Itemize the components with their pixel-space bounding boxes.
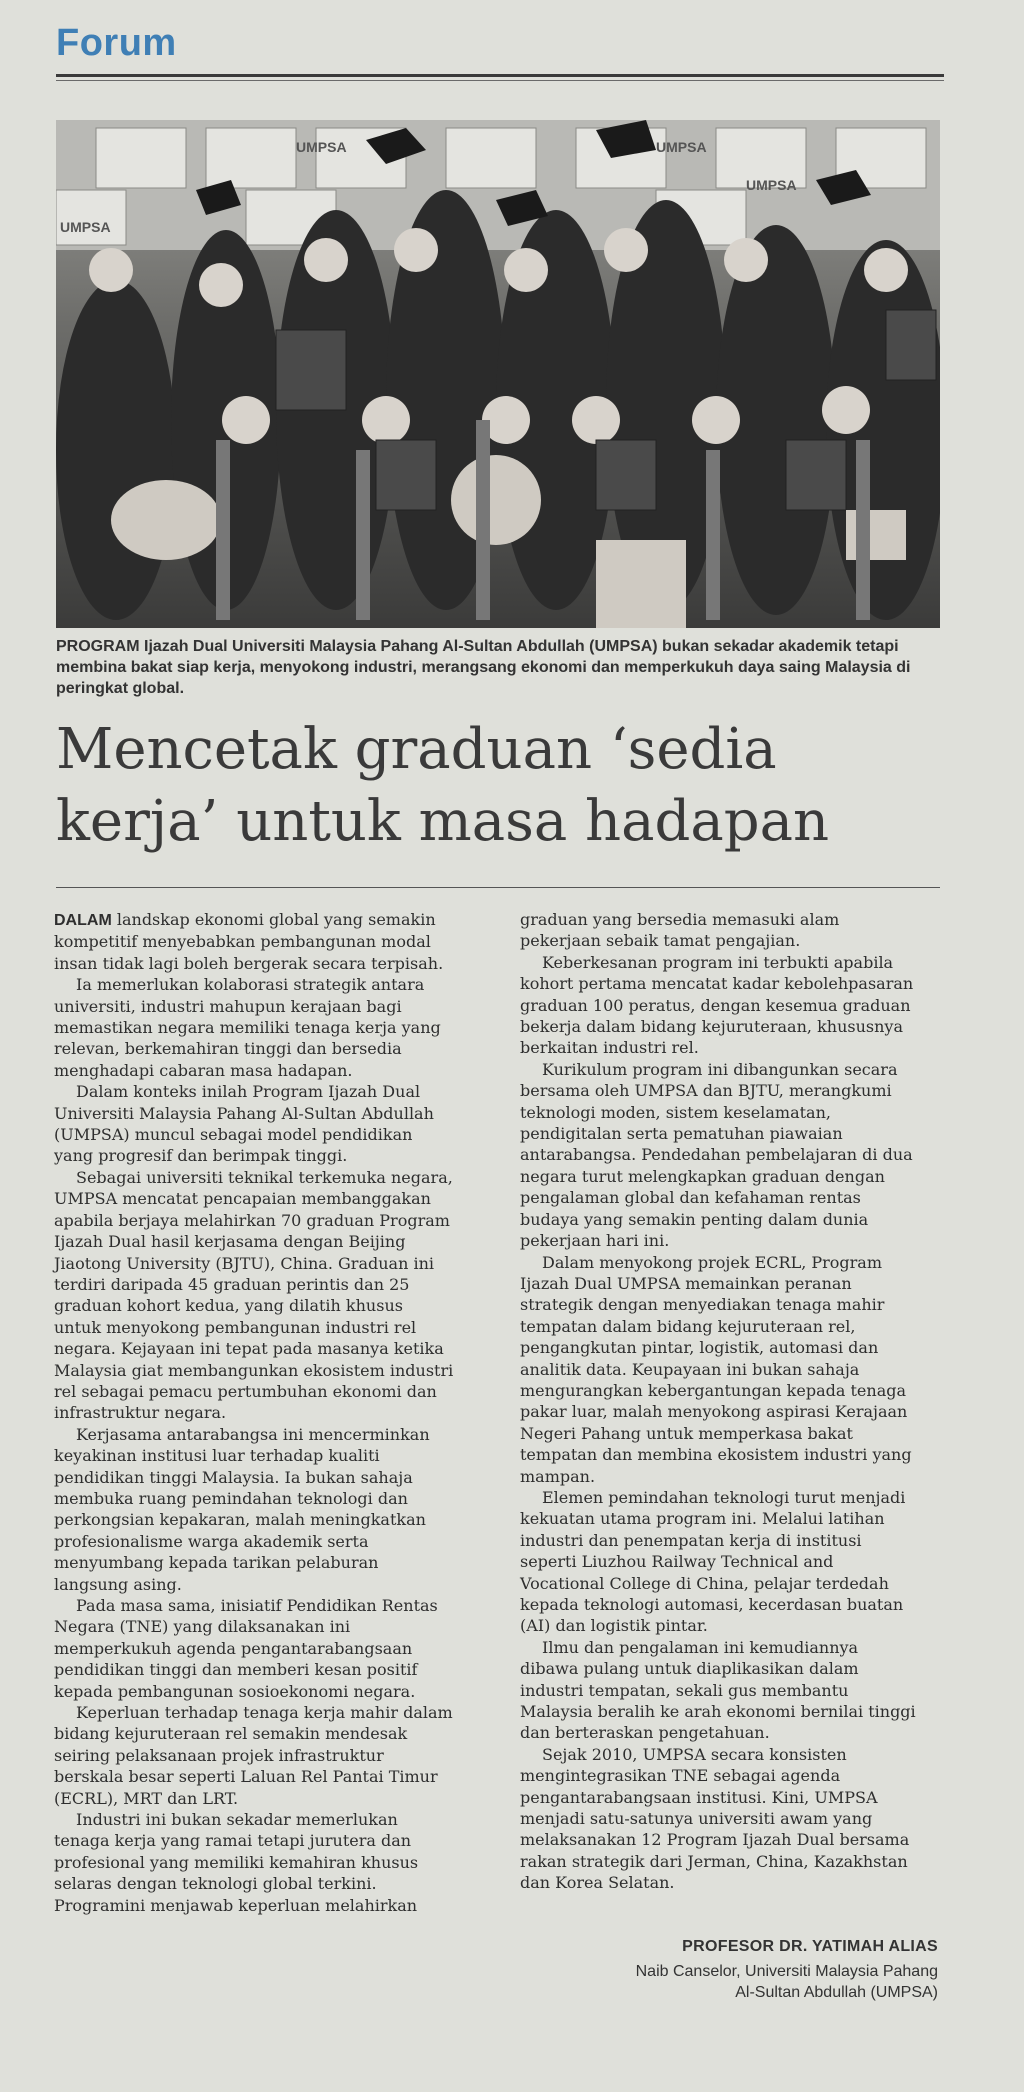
lead-word: DALAM — [54, 912, 112, 929]
article-paragraph: Ia memerlukan kolaborasi strategik antara universiti, industri mahupun kerajaan bagi memastikan negara memiliki tenaga kerja yang relevan, berkemahiran tinggi dan bersedia menghadapi cabaran masa hadapan. — [54, 975, 441, 1080]
header-rule — [56, 74, 944, 77]
article-paragraph: Elemen pemindahan teknologi turut menjadi kekuatan utama program ini. Melalui latihan industri dan penempatan kerja di institusi seperti Liuzhou Railway Technical and Vocational College di China, pelajar terdedah kepada teknologi automasi, kecerdasan buatan (AI) dan logistik pintar. — [520, 1487, 906, 1636]
article-paragraph: Industri ini bukan sekadar memerlukan tenaga kerja yang ramai tetapi jurutera dan profesional yang memiliki kemahiran khusus selaras dengan teknologi global terkini. Programini menjawab keperluan melahirkan — [54, 1810, 419, 1915]
photo-caption — [56, 636, 936, 699]
graduation-photo — [56, 120, 940, 628]
article-paragraph: Ilmu dan pengalaman ini kemudiannya dibawa pulang untuk diaplikasikan dalam industri tempatan, sekali gus membantu Malaysia beralih ke arah ekonomi bernilai tinggi dan berteraskan pengetahuan. — [520, 1637, 916, 1743]
banner-text: UMPSA — [296, 139, 347, 155]
banner-text: UMPSA — [656, 139, 707, 155]
article-headline: Mencetak graduan ‘sedia kerja’ untuk masa hadapan — [56, 717, 830, 854]
article-paragraph: Pada masa sama, inisiatif Pendidikan Rentas Negara (TNE) yang dilaksanakan ini memperkukuh agenda pengantarabangsaan pendidikan tinggi dan memberi kesan positif kepada pembangunan sosioekonomi negara. — [54, 1596, 438, 1701]
caption-lead: PROGRAM — [56, 638, 140, 655]
article-paragraph: Sejak 2010, UMPSA secara konsisten mengintegrasikan TNE sebagai agenda pengantarabangsaan institusi. Kini, UMPSA menjadi satu-satunya universiti awam yang melaksanakan 12 Program Ijazah Dual bersama rakan strategik dari Jerman, China, Kazakhstan dan Korea Selatan. — [520, 1744, 910, 1893]
article-paragraph: Keberkesanan program ini terbukti apabila kohort pertama mencatat kadar kebolehpasaran graduan 100 peratus, dengan kesemua graduan bekerja dalam bidang kejuruteraan, khususnya berkaitan industri rel. — [520, 952, 914, 1058]
author-role-line: Naib Canselor, Universiti Malaysia Pahang — [635, 1963, 938, 1980]
article-paragraph: Kurikulum program ini dibangunkan secara bersama oleh UMPSA dan BJTU, merangkumi teknologi moden, sistem keselamatan, pendigitalan serta pematuhan piawaian antarabangsa. Pendedahan pembelajaran di dua negara turut melengkapkan graduan dengan pengalaman global dan kefahaman rentas budaya yang semakin penting dalam dunia pekerjaan hari ini. — [520, 1059, 913, 1251]
article-column-left — [54, 909, 454, 1916]
author-name: PROFESOR DR. YATIMAH ALIAS — [682, 1938, 938, 1955]
caption-text: Ijazah Dual Universiti Malaysia Pahang Al-Sultan Abdullah (UMPSA) bukan sekadar akademik tetapi membina bakat siap kerja, menyokong industri, merangsang ekonomi dan memperkukuh daya saing Malaysia di peringkat global. — [56, 638, 911, 697]
header-rule-thin — [56, 80, 944, 81]
article-paragraph: Kerjasama antarabangsa ini mencerminkan keyakinan institusi luar terhadap kualiti pendidikan tinggi Malaysia. Ia bukan sahaja membuka ruang pemindahan teknologi dan perkongsian kepakaran, malah meningkatkan profesionalisme warga akademik serta menyumbang kepada tarikan pelaburan langsung asing. — [54, 1424, 430, 1594]
article-paragraph: Dalam konteks inilah Program Ijazah Dual Universiti Malaysia Pahang Al-Sultan Abdullah (UMPSA) muncul sebagai model pendidikan yang progresif dan berimpak tinggi. — [54, 1082, 434, 1166]
author-role — [520, 1961, 938, 2003]
article-paragraph: Dalam menyokong projek ECRL, Program Ijazah Dual UMPSA memainkan peranan strategik dengan menyediakan tenaga mahir tempatan dalam bidang kejuruteraan rel, pengangkutan pintar, logistik, automasi dan analitik data. Keupayaan ini bukan sahaja mengurangkan kebergantungan kepada tenaga pakar luar, malah menyokong aspirasi Kerajaan Negeri Pahang untuk memperkasa bakat tempatan dan membina ekosistem industri yang mampan. — [520, 1252, 912, 1486]
article-column-right — [520, 909, 920, 1894]
author-role-line: Al-Sultan Abdullah (UMPSA) — [735, 1984, 938, 2001]
section-label: Forum — [56, 22, 177, 64]
article-paragraph: Sebagai universiti teknikal terkemuka negara, UMPSA mencatat pencapaian membanggakan apabila berjaya melahirkan 70 graduan Program Ijazah Dual hasil kerjasama dengan Beijing Jiaotong University (BJTU), China. Graduan ini terdiri daripada 45 graduan perintis dan 25 graduan kohort kedua, yang dilatih khusus untuk menyokong pembangunan industri rel negara. Kejayaan ini tepat pada masanya ketika Malaysia giat membangunkan ekosistem industri rel sebagai pemacu pertumbuhan ekonomi dan infrastruktur negara. — [54, 1167, 454, 1423]
article-paragraph: Keperluan terhadap tenaga kerja mahir dalam bidang kejuruteraan rel semakin mendesak seiring pelaksanaan projek infrastruktur berskala besar seperti Laluan Rel Pantai Timur (ECRL), MRT dan LRT. — [54, 1703, 453, 1808]
headline-rule — [56, 887, 940, 888]
article-paragraph: DALAM landskap ekonomi global yang semakin kompetitif menyebabkan pembangunan modal insan tidak lagi boleh bergerak secara terpisah. — [54, 910, 444, 973]
banner-text: UMPSA — [60, 219, 111, 235]
article-paragraph: graduan yang bersedia memasuki alam pekerjaan sebaik tamat pengajian. — [520, 910, 840, 951]
banner-text: UMPSA — [746, 177, 797, 193]
